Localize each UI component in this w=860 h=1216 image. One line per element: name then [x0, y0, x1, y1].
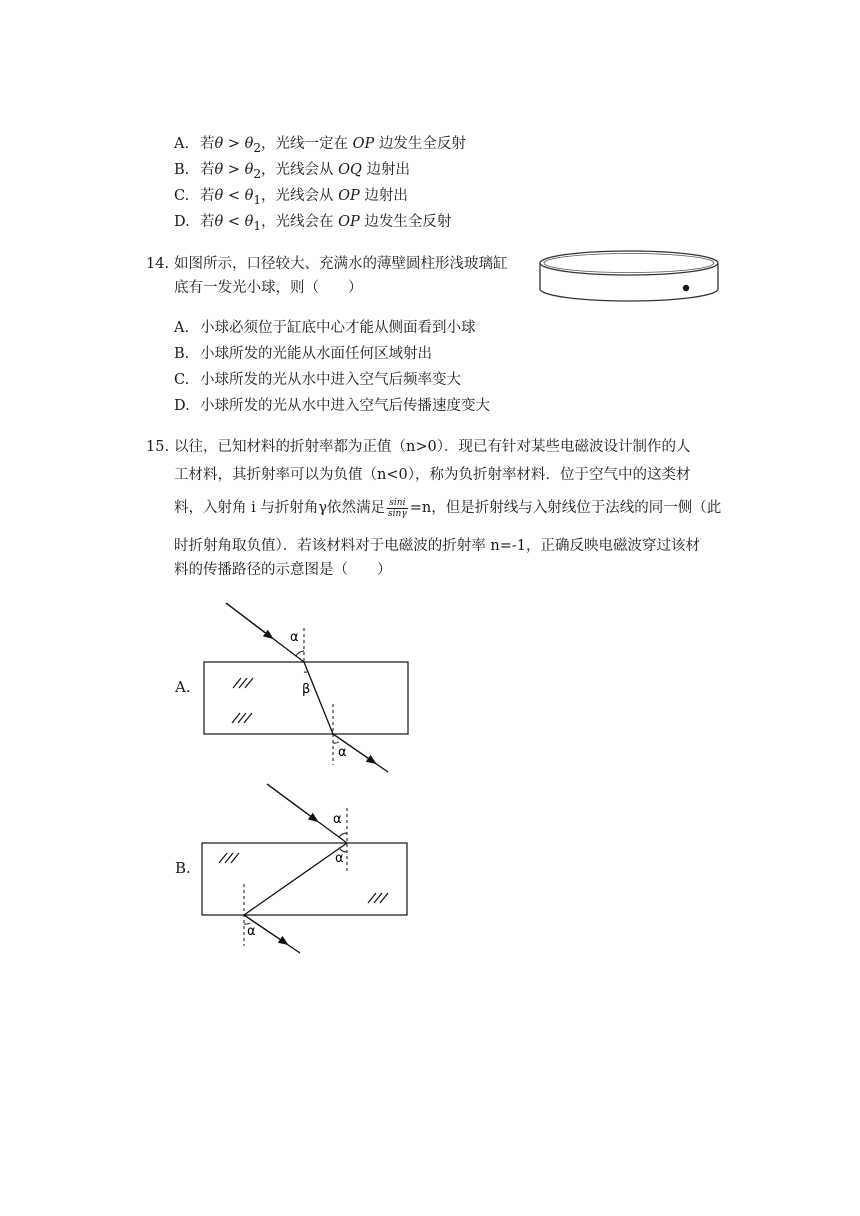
q14-option-b: [174, 344, 432, 364]
condition: θ < θ: [214, 188, 254, 204]
edge-label: OQ: [338, 162, 362, 178]
q15-line5: 料的传播路径的示意图是（ ）: [174, 562, 392, 578]
option-text: ，光线一定在: [261, 136, 353, 152]
angle-alpha-label: α: [333, 812, 342, 827]
subscript: 1: [253, 192, 262, 207]
option-label: B.: [174, 346, 190, 362]
edge-label: OP: [352, 136, 375, 152]
edge-label: OP: [338, 188, 360, 204]
option-text: 小球所发的光能从水面任何区域射出: [200, 346, 432, 362]
snell-fraction: [387, 498, 408, 519]
q13-option-a: [174, 134, 466, 158]
q13-option-b: [174, 160, 410, 184]
option-label: C.: [174, 188, 190, 204]
option-label: D.: [174, 214, 190, 230]
q15-line3: [174, 497, 721, 519]
option-text: ，光线会在: [261, 214, 339, 230]
option-text: 小球所发的光从水中进入空气后传播速度变大: [200, 398, 490, 414]
q14-option-a: [174, 318, 476, 338]
q15-line1: 以往，已知材料的折射率都为正值（n>0）．现已有针对某些电磁波设计制作的人: [174, 439, 691, 455]
text-segment: =n，但是折射线与入射线位于法线的同一侧（此: [409, 500, 722, 516]
refracted-ray: [244, 843, 347, 915]
angle-beta-label: β: [302, 682, 311, 697]
figure-a-label: A.: [175, 678, 191, 696]
option-text: ，光线会从: [261, 188, 339, 204]
option-label: A.: [174, 136, 190, 152]
option-text: ，光线会从: [261, 162, 339, 178]
fraction-denominator: sinγ: [388, 508, 407, 519]
text-segment: 料，入射角 i 与折射角γ依然满足: [174, 500, 386, 516]
figure-a-diagram: [200, 600, 400, 780]
glass-tank-figure: [536, 248, 722, 304]
figure-b-label: B.: [175, 859, 191, 877]
hatch-marks: [219, 853, 388, 903]
option-label: C.: [174, 372, 190, 388]
option-text: 若: [200, 136, 215, 152]
option-label: A.: [174, 320, 190, 336]
subscript: 2: [253, 140, 262, 155]
angle-alpha-label: α: [290, 630, 299, 645]
option-text: 边发生全反射: [374, 136, 466, 152]
option-text: 小球所发的光从水中进入空气后频率变大: [200, 372, 461, 388]
option-text: 边射出: [361, 162, 411, 178]
q15-line4: 时折射角取负值）．若该材料对于电磁波的折射率 n=-1，正确反映电磁波穿过该材: [174, 538, 700, 554]
option-text: 边发生全反射: [359, 214, 452, 230]
light-ball: [683, 285, 689, 291]
material-slab: [204, 662, 408, 734]
hatch-marks: [232, 678, 253, 723]
q15-number: 15.: [146, 439, 170, 455]
option-text: 若: [200, 162, 215, 178]
q13-option-c: [174, 186, 408, 210]
q14-option-d: [174, 396, 490, 416]
q14-stem-line1: 如图所示，口径较大、充满水的薄壁圆柱形浅玻璃缸: [174, 256, 508, 272]
condition: θ > θ: [214, 136, 254, 152]
angle-alpha-label: α: [335, 851, 344, 866]
option-text: 小球必须位于缸底中心才能从侧面看到小球: [200, 320, 476, 336]
option-text: 边射出: [359, 188, 408, 204]
subscript: 2: [253, 166, 262, 181]
angle-alpha-label: α: [338, 745, 347, 760]
option-text: 若: [200, 214, 215, 230]
option-label: D.: [174, 398, 190, 414]
option-text: 若: [200, 188, 215, 204]
figure-b-diagram: [200, 780, 410, 960]
condition: θ < θ: [214, 214, 254, 230]
option-label: B.: [174, 162, 190, 178]
fraction-numerator: sini: [387, 498, 408, 509]
q14-option-c: [174, 370, 461, 390]
q14-stem-line2: 底有一发光小球，则（ ）: [174, 280, 363, 296]
q15-line2: 工材料，其折射率可以为负值（n<0），称为负折射率材料．位于空气中的这类材: [174, 467, 691, 483]
q13-option-d: [174, 212, 451, 236]
refracted-ray: [304, 662, 333, 734]
angle-alpha-label: α: [247, 924, 256, 939]
subscript: 1: [253, 218, 262, 233]
q14-number: 14.: [146, 256, 170, 272]
edge-label: OP: [338, 214, 360, 230]
condition: θ > θ: [214, 162, 254, 178]
